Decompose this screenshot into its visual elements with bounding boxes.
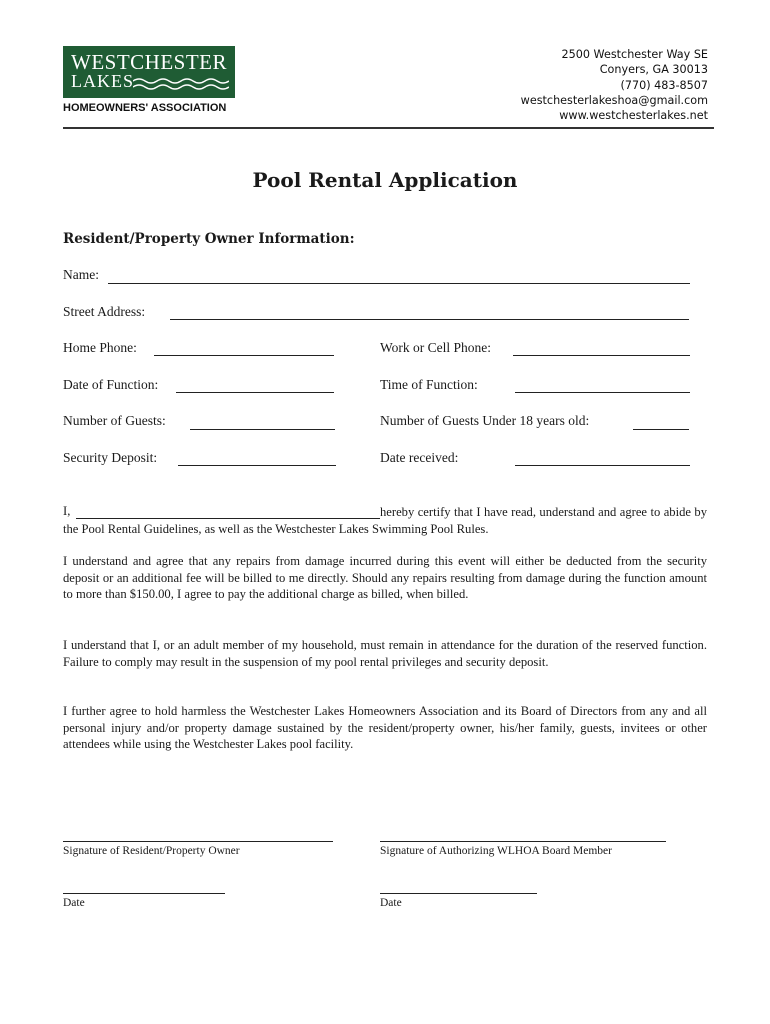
header-divider xyxy=(63,127,714,129)
work-phone-label: Work or Cell Phone: xyxy=(380,340,492,355)
number-of-guests-label: Number of Guests: xyxy=(63,413,166,428)
logo-line-2: LAKES xyxy=(71,71,134,91)
name-label: Name: xyxy=(63,267,99,282)
website-line: www.westchesterlakes.net xyxy=(559,109,708,123)
email-line: westchesterlakeshoa@gmail.com xyxy=(520,93,708,107)
board-signature-field[interactable] xyxy=(380,841,666,842)
home-phone-field[interactable] xyxy=(154,355,334,356)
name-field[interactable] xyxy=(108,283,690,284)
certify-statement: hereby certify that I have read, understand and agree to abide by the Pool Rental Guidelines, as well as the Westchester Lakes Swimming Pool Rules. xyxy=(63,505,707,536)
owner-signature-label: Signature of Resident/Property Owner xyxy=(63,845,240,857)
board-date-label: Date xyxy=(380,897,402,909)
owner-date-field[interactable] xyxy=(63,893,225,894)
certify-name-field[interactable] xyxy=(76,518,380,519)
street-address-label: Street Address: xyxy=(63,304,146,319)
phone-line: (770) 483-8507 xyxy=(620,78,708,92)
water-waves-icon xyxy=(133,77,229,91)
logo-line-1: WESTCHESTER xyxy=(71,50,227,74)
certify-prefix: I, xyxy=(63,504,71,518)
hold-harmless-paragraph: I further agree to hold harmless the Westchester Lakes Homeowners Association and its Board of Directors from any and all personal injury and/or property damage sustained by the resident/property owner, his/her family, guests, invitees or other attendees while using the Westchester Lakes pool facility. xyxy=(63,704,707,752)
work-phone-field[interactable] xyxy=(513,355,690,356)
guests-under-18-label: Number of Guests Under 18 years old: xyxy=(380,413,590,428)
date-of-function-label: Date of Function: xyxy=(63,377,159,392)
address-line: 2500 Westchester Way SE xyxy=(561,48,708,61)
contact-address xyxy=(521,47,708,123)
westchester-lakes-logo xyxy=(63,46,235,98)
home-phone-label: Home Phone: xyxy=(63,340,137,355)
page-title: Pool Rental Application xyxy=(252,168,518,192)
damage-paragraph: I understand and agree that any repairs from damage incurred during this event will either be deducted from the security deposit or an additional fee will be billed to me directly. Should any repairs resulting from damage during the function amount to more than $150.00, I agree to pay the additional charge as billed, when billed. xyxy=(63,554,707,602)
board-signature-label: Signature of Authorizing WLHOA Board Member xyxy=(380,845,612,857)
owner-date-label: Date xyxy=(63,897,85,909)
board-date-field[interactable] xyxy=(380,893,537,894)
attendance-paragraph: I understand that I, or an adult member of my household, must remain in attendance for the duration of the reserved function. Failure to comply may result in the suspension of my pool rental privileges and security deposit. xyxy=(63,638,707,669)
owner-signature-field[interactable] xyxy=(63,841,333,842)
number-of-guests-field[interactable] xyxy=(190,429,335,430)
security-deposit-label: Security Deposit: xyxy=(63,450,158,465)
time-of-function-field[interactable] xyxy=(515,392,690,393)
time-of-function-label: Time of Function: xyxy=(380,377,478,392)
street-address-field[interactable] xyxy=(170,319,689,320)
address-line: Conyers, GA 30013 xyxy=(599,63,708,77)
date-of-function-field[interactable] xyxy=(176,392,334,393)
section-heading: Resident/Property Owner Information: xyxy=(63,231,355,247)
date-received-label: Date received: xyxy=(380,450,459,465)
association-name: HOMEOWNERS' ASSOCIATION xyxy=(63,102,227,114)
security-deposit-field[interactable] xyxy=(178,465,336,466)
date-received-field[interactable] xyxy=(515,465,690,466)
guests-under-18-field[interactable] xyxy=(633,429,689,430)
